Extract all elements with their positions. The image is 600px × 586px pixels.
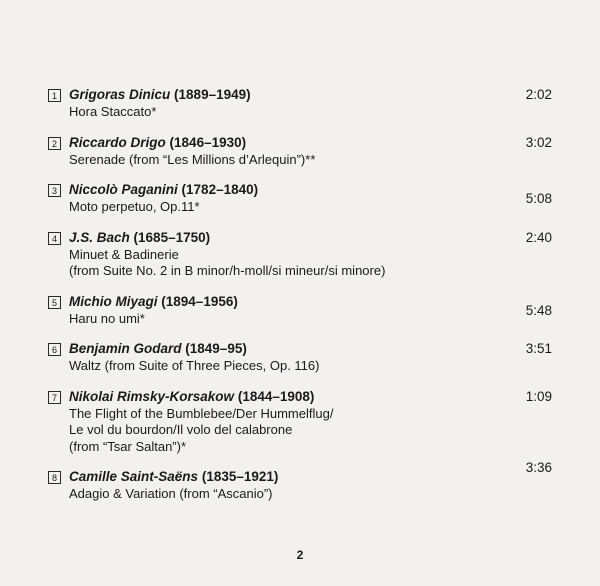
track-duration: 3:36 [525,460,552,475]
composer-line [69,293,498,310]
track-row [48,460,552,503]
work-title [69,406,498,456]
composer-line [69,86,498,103]
work-title [69,152,498,169]
track-row [48,340,552,375]
track-number-box: 8 [48,471,61,484]
work-title-line: Adagio & Variation (from “Ascanio”) [69,486,273,501]
composer-name: Grigoras Dinicu [69,87,171,102]
work-title [69,247,498,280]
track-row [48,229,552,280]
work-title [69,199,498,216]
track-details [69,388,506,456]
composer-line [69,388,498,405]
composer-line [69,181,498,198]
composer-name: Benjamin Godard [69,341,182,356]
work-title-line: Waltz (from Suite of Three Pieces, Op. 116) [69,358,320,373]
composer-dates: (1835–1921) [201,469,279,484]
composer-line [69,468,498,485]
composer-line [69,229,498,246]
track-number-box: 5 [48,296,61,309]
work-title [69,358,498,375]
track-duration: 3:02 [525,134,552,150]
composer-name: Nikolai Rimsky-Korsakow [69,388,235,404]
track-details [69,468,506,503]
composer-dates: (1846–1930) [169,134,247,150]
work-title [69,311,498,328]
composer-name: Michio Miyagi [69,293,158,309]
work-title [69,104,498,121]
work-title-line: Le vol du bourdon/Il volo del calabrone [69,422,293,437]
work-title-line: Haru no umi* [69,310,145,326]
track-number-box: 3 [48,184,61,197]
track-listing [48,86,552,516]
track-details [69,86,506,121]
composer-dates: (1849–95) [185,341,247,356]
track-row [48,86,552,121]
work-title [69,486,498,503]
track-number-box: 2 [48,137,61,150]
track-duration: 2:02 [525,87,552,102]
track-duration: 5:08 [525,191,552,206]
track-details [69,293,506,328]
track-number-box: 6 [48,343,61,356]
page-number: 2 [296,548,304,562]
track-number-box: 1 [48,89,61,102]
work-title-line: (from “Tsar Saltan”)* [69,438,187,454]
track-duration: 1:09 [525,388,552,404]
work-title-line: Hora Staccato* [69,104,157,119]
composer-dates: (1889–1949) [174,87,251,102]
composer-name: Camille Saint-Saëns [69,469,199,484]
track-duration: 5:48 [525,302,552,318]
composer-name: Niccolò Paganini [69,182,178,197]
composer-name: J.S. Bach [69,229,130,245]
track-details [69,340,506,375]
track-row [48,293,552,328]
composer-dates: (1685–1750) [133,229,211,245]
work-title-line: Moto perpetuo, Op.11* [69,199,200,214]
composer-dates: (1782–1840) [181,182,259,197]
work-title-line: Serenade (from “Les Millions d’Arlequin”)** [69,151,316,167]
work-title-line: (from Suite No. 2 in B minor/h-moll/si mineur/si minore) [69,263,386,278]
track-row [48,181,552,216]
work-title-line: Minuet & Badinerie [69,246,179,262]
track-row [48,134,552,169]
track-duration: 3:51 [525,341,552,356]
track-row [48,388,552,456]
track-details [69,134,506,169]
composer-dates: (1844–1908) [237,388,315,404]
track-duration: 2:40 [525,229,552,245]
track-number-box: 7 [48,391,61,404]
track-details [69,181,506,216]
work-title-line: The Flight of the Bumblebee/Der Hummelflug/ [69,405,334,421]
composer-line [69,340,498,357]
composer-dates: (1894–1956) [161,293,238,309]
composer-line [69,134,498,151]
track-number-box: 4 [48,232,61,245]
composer-name: Riccardo Drigo [69,134,166,150]
track-details [69,229,506,280]
